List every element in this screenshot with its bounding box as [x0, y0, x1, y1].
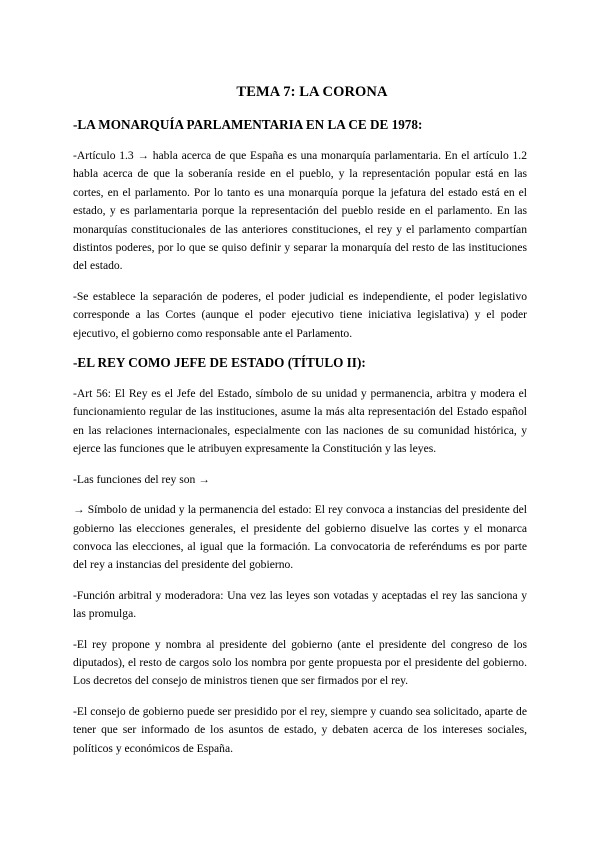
paragraph-funciones-rey: -Las funciones del rey son → — [73, 472, 210, 486]
section-heading-monarquia: -LA MONARQUÍA PARLAMENTARIA EN LA CE DE 1978: — [73, 117, 423, 132]
section-heading-rey-jefe-estado: -EL REY COMO JEFE DE ESTADO (TÍTULO II): — [73, 355, 366, 371]
paragraph-art-56: -Art 56: El Rey es el Jefe del Estado, símbolo de su unidad y permanencia, arbitra y modera el funcionamiento regular de las instituciones, asume la más alta representación del Estado español en las relaciones internacionales, especialmente con las naciones de su comunidad histórica, y ejerce las funciones que le atribuyen expresamente la Constitución y las leyes. — [73, 387, 527, 456]
paragraph-nombra-presidente: -El rey propone y nombra al presidente del gobierno (ante el presidente del congreso de los diputados), el resto de cargos solo los nombra por gente propuesta por el presidente del gobierno. Los decretos del consejo de ministros tienen que ser firmados por el rey. — [73, 637, 527, 688]
paragraph-consejo-gobierno: -El consejo de gobierno puede ser presidido por el rey, siempre y cuando sea solicitado, aparte de tener que ser informado de los asuntos de estado, y debaten acerca de los intereses sociales, políticos y económicos de España. — [73, 704, 527, 755]
document-title: TEMA 7: LA CORONA — [236, 84, 388, 100]
paragraph-simbolo-unidad: → Símbolo de unidad y la permanencia del estado: El rey convoca a instancias del presidente del gobierno las elecciones generales, el presidente del gobierno disuelve las cortes y el monarca convoca las elecciones, al igual que la formación. La convocatoria de referéndums es por parte del rey a instancias del presidente del gobierno. — [73, 503, 527, 572]
paragraph-separacion-poderes: -Se establece la separación de poderes, el poder judicial es independiente, el poder legislativo corresponde a las Cortes (aunque el poder ejecutivo tiene iniciativa legislativa) y el poder ejecutivo, el gobierno como responsable ante el Parlamento. — [73, 289, 527, 340]
paragraph-articulo-1-3: -Artículo 1.3 → habla acerca de que España es una monarquía parlamentaria. En el artículo 1.2 habla acerca de que la soberanía reside en el pueblo, y la representación popular está en las cortes, en el parlamento. Por lo tanto es una monarquía porque la jefatura del estado está en el estado, y es parlamentaria porque la representación del pueblo reside en el parlamento. En las monarquías constitucionales de las anteriores constituciones, el rey y el parlamento compartían distintos poderes, por lo que se quiso definir y separar la monarquía del resto de las instituciones del estado. — [73, 149, 527, 273]
paragraph-funcion-arbitral: -Función arbitral y moderadora: Una vez las leyes son votadas y aceptadas el rey las sanciona y las promulga. — [73, 588, 527, 621]
